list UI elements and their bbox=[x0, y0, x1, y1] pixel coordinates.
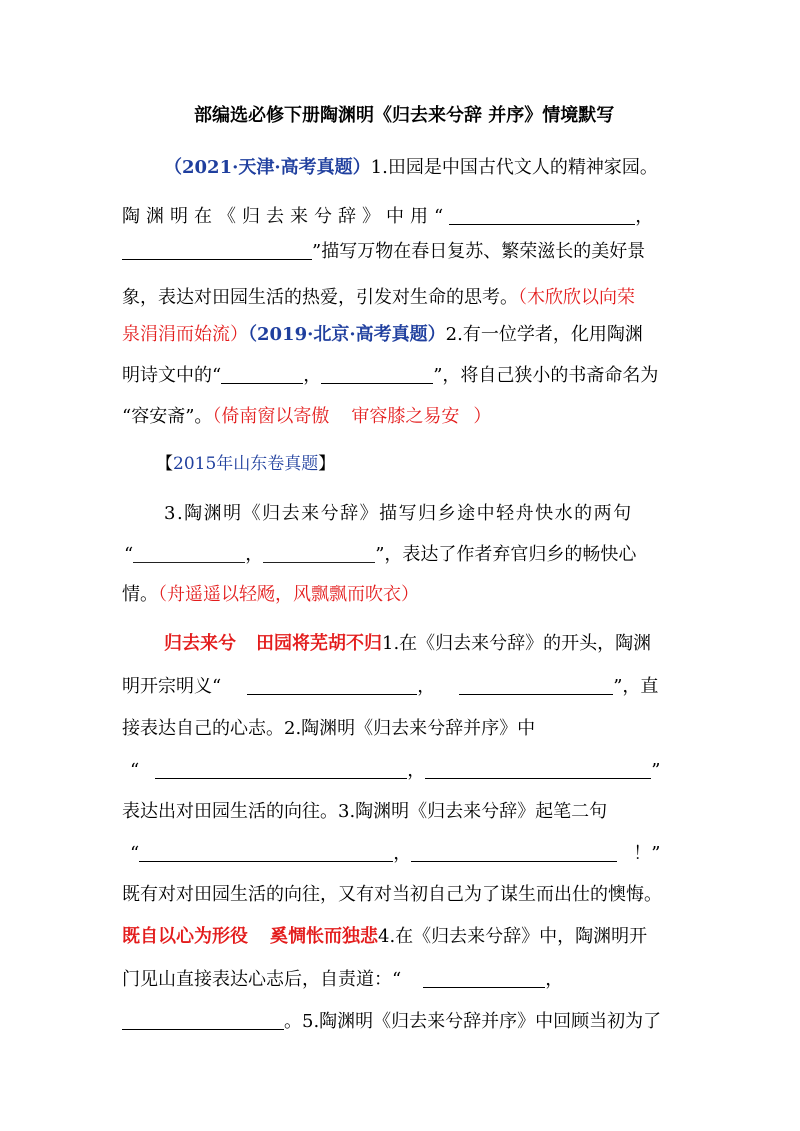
q1-answer: （木欣欣以向荣 bbox=[518, 287, 635, 308]
answer-blank[interactable] bbox=[411, 843, 617, 862]
q2-text: 2.有一位学者，化用陶渊 bbox=[445, 324, 643, 345]
q2-punct: ， bbox=[303, 365, 322, 386]
source-tag: （2021·天津·高考真题） bbox=[164, 157, 371, 178]
answer-blank[interactable] bbox=[221, 365, 303, 384]
q2-answer: （倚南窗以寄傲 bbox=[212, 406, 330, 427]
answer-blank[interactable] bbox=[247, 676, 417, 695]
q2-line-3 bbox=[122, 405, 491, 429]
b4-line-4: “ ， ” bbox=[130, 760, 661, 781]
q1-line-4 bbox=[122, 286, 635, 310]
q3-line-1: 3.陶渊明《归去来兮辞》描写归乡途中轻舟快水的两句 bbox=[164, 503, 633, 524]
q2-text: “容安斋”。 bbox=[122, 406, 213, 427]
page-title: 部编选必修下册陶渊明《归去来兮辞 并序》情境默写 bbox=[194, 105, 615, 126]
b4-text: 1.在《归去来兮辞》的开头，陶渊 bbox=[382, 633, 652, 654]
answer-blank[interactable] bbox=[449, 206, 635, 225]
q1-line-1 bbox=[164, 156, 658, 180]
answer-blank[interactable] bbox=[133, 544, 245, 563]
b4-line-7: 既有对对田园生活的向往，又有对当初自己为了谋生而出仕的懊悔。 bbox=[122, 884, 662, 905]
q2-text: 明诗文中的“ bbox=[122, 365, 222, 386]
q1-text: 象，表达对田园生活的热爱，引发对生命的思考。 bbox=[122, 287, 518, 308]
q1-answer: 泉涓涓而始流） bbox=[122, 324, 248, 345]
answer-blank[interactable] bbox=[122, 1011, 284, 1030]
b4-line-3: 接表达自己的心志。2.陶渊明《归去来兮辞并序》中 bbox=[122, 718, 536, 739]
q1-line-2 bbox=[122, 205, 653, 229]
q2-text: ”，将自己狭小的书斋命名为 bbox=[433, 365, 659, 386]
q2-answer: 审容膝之易安 bbox=[351, 406, 460, 427]
q1-punct: ， bbox=[635, 206, 654, 227]
q1-line-3 bbox=[122, 240, 645, 264]
q2-answer: ） bbox=[473, 406, 492, 427]
answer-blank[interactable] bbox=[459, 676, 613, 695]
b4-line-8 bbox=[122, 925, 647, 949]
answer-blank[interactable] bbox=[423, 969, 545, 988]
q1-text: 1.田园是中国古代文人的精神家园。 bbox=[370, 157, 658, 178]
b4-text: 。5.陶渊明《归去来兮辞并序》中回顾当初为了 bbox=[284, 1011, 662, 1032]
b4-answer: 既自以心为形役 bbox=[122, 926, 248, 947]
b4-answer: 田园将芜胡不归 bbox=[256, 633, 382, 654]
answer-blank[interactable] bbox=[263, 544, 375, 563]
q3-line-2: “ ， ”，表达了作者弃官归乡的畅快心 bbox=[124, 544, 637, 565]
b4-line-5: 表达出对田园生活的向往。3.陶渊明《归去来兮辞》起笔二句 bbox=[122, 801, 608, 822]
b4-line-9: 门见山直接表达心志后，自责道：“ ， bbox=[122, 969, 564, 990]
answer-blank[interactable] bbox=[321, 365, 433, 384]
source-tag: （2019·北京·高考真题） bbox=[248, 324, 446, 345]
answer-blank[interactable] bbox=[122, 241, 312, 260]
b4-answer: 归去来兮 bbox=[164, 633, 236, 654]
q3-text: ”，表达了作者弃官归乡的畅快心 bbox=[375, 544, 637, 565]
section-heading-label: 2015年山东卷真题 bbox=[173, 454, 319, 474]
q3-line-3 bbox=[122, 583, 419, 607]
q1-text: 陶渊明在《归去来兮辞》中用“ bbox=[122, 206, 450, 227]
b4-text: 门见山直接表达心志后，自责道：“ bbox=[122, 969, 402, 990]
q1-line-5 bbox=[122, 323, 643, 347]
b4-line-1 bbox=[164, 632, 651, 656]
b4-text: 明开宗明义“ bbox=[122, 676, 222, 697]
q3-text: 情。 bbox=[122, 584, 158, 605]
b4-answer: 奚惆怅而独悲 bbox=[270, 926, 378, 947]
q3-answer: （舟遥遥以轻飏，风飘飘而吹衣） bbox=[158, 584, 419, 605]
answer-blank[interactable] bbox=[425, 760, 651, 779]
b4-text: 4.在《归去来兮辞》中，陶渊明开 bbox=[378, 926, 648, 947]
b4-line-10 bbox=[122, 1010, 661, 1034]
answer-blank[interactable] bbox=[139, 843, 393, 862]
answer-blank[interactable] bbox=[155, 760, 407, 779]
b4-line-6: “ ， ！” bbox=[130, 843, 661, 864]
q1-text: ”描写万物在春日复苏、繁荣滋长的美好景 bbox=[312, 241, 646, 262]
section-heading: 【2015年山东卷真题】 bbox=[156, 454, 336, 474]
q2-line-2 bbox=[122, 364, 658, 388]
b4-line-2: 明开宗明义“ ， ”，直 bbox=[122, 676, 659, 697]
